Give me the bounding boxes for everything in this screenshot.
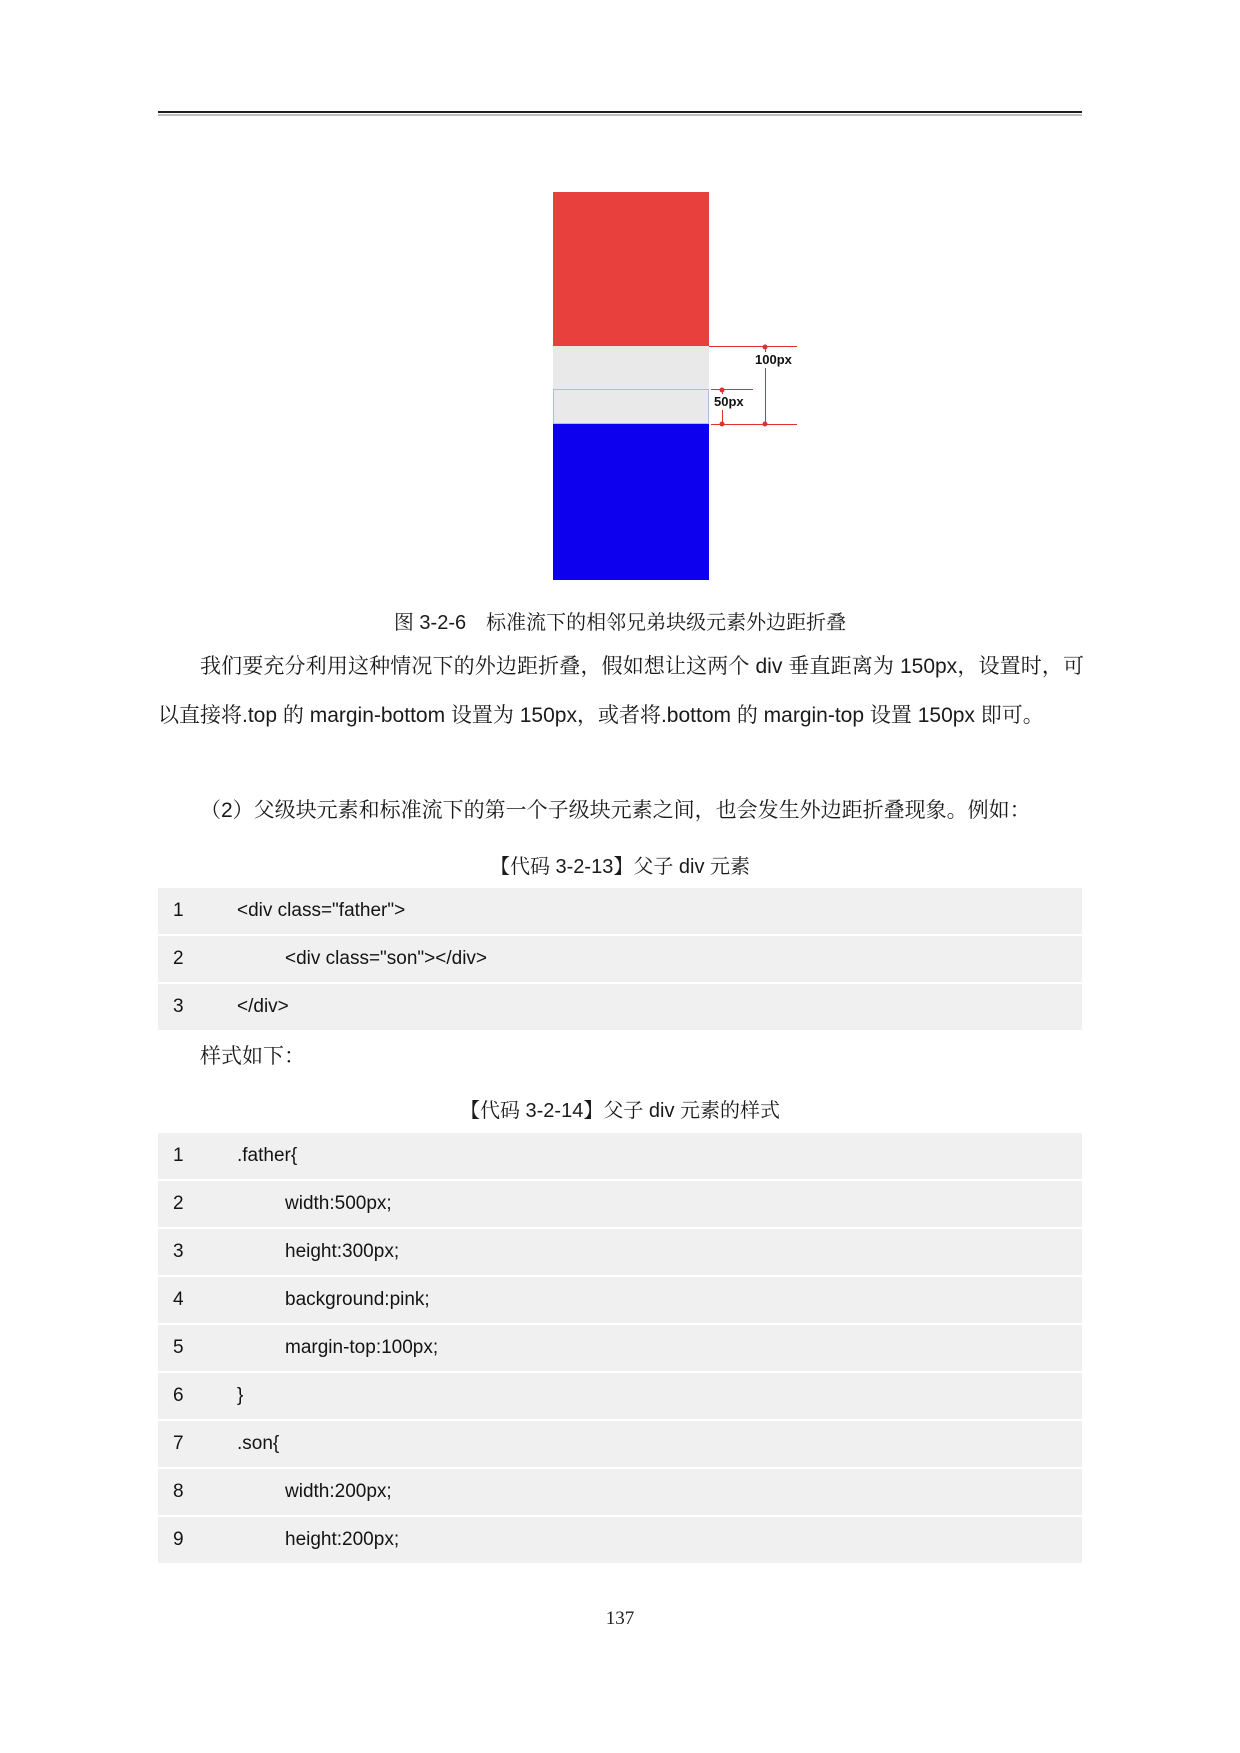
paragraph-styles-intro: 样式如下： (200, 1045, 305, 1068)
line-number: 2 (173, 1193, 184, 1214)
line-number: 1 (173, 1145, 184, 1166)
margin-collapse-figure (553, 192, 813, 582)
code-line (158, 1133, 1082, 1179)
page-number: 137 (605, 1608, 635, 1629)
bottom-div-block (553, 424, 709, 580)
code-text: </div> (237, 996, 289, 1017)
line-number: 7 (173, 1433, 184, 1454)
code-line (158, 1181, 1082, 1227)
code-line (158, 1517, 1082, 1563)
code-line (158, 1421, 1082, 1467)
code-text: height:300px; (285, 1241, 400, 1262)
line-number: 2 (173, 948, 184, 969)
code-line (158, 888, 1082, 934)
outer-margin-label: 100px (752, 352, 795, 368)
code-line (158, 1229, 1082, 1275)
code-text: height:200px; (285, 1529, 400, 1550)
figure-caption: 图 3-2-6 标准流下的相邻兄弟块级元素外边距折叠 (393, 612, 847, 634)
code-text: } (237, 1385, 244, 1406)
bottom-div-margin-outline (553, 389, 709, 424)
header-rule (158, 111, 1082, 114)
line-number: 6 (173, 1385, 184, 1406)
code-text: .father{ (237, 1145, 298, 1166)
code-line (158, 984, 1082, 1030)
line-number: 3 (173, 996, 184, 1017)
code-text: <div class="son"></div> (285, 948, 488, 969)
code-listing-3-2-13 (158, 888, 1082, 1032)
line-number: 3 (173, 1241, 184, 1262)
top-div-block (553, 192, 709, 346)
dimension-line-top (709, 346, 797, 347)
code-line (158, 1373, 1082, 1419)
code-line (158, 1469, 1082, 1515)
code-listing-3-2-14 (158, 1133, 1082, 1565)
line-number: 8 (173, 1481, 184, 1502)
line-number: 9 (173, 1529, 184, 1550)
code-text: width:200px; (285, 1481, 392, 1502)
code-listing-title-3-2-13: 【代码 3-2-13】父子 div 元素 (489, 856, 751, 878)
line-number: 5 (173, 1337, 184, 1358)
code-listing-title-3-2-14: 【代码 3-2-14】父子 div 元素的样式 (459, 1100, 781, 1122)
code-line (158, 1325, 1082, 1371)
code-text: .son{ (237, 1433, 280, 1454)
dimension-arrow-dot (720, 388, 725, 393)
dimension-arrow-dot (763, 345, 768, 350)
code-text: background:pink; (285, 1289, 430, 1310)
paragraph-margin-collapse-usage: 我们要充分利用这种情况下的外边距折叠，假如想让这两个 div 垂直距离为 150px，设置时，可以直接将.top 的 margin-bottom 设置为 150px，或者将.bottom 的 margin-top 设置 150px 即可。 (158, 655, 1084, 727)
line-number: 4 (173, 1289, 184, 1310)
dimension-arrow-dot (720, 422, 725, 427)
code-text: margin-top:100px; (285, 1337, 439, 1358)
code-line (158, 936, 1082, 982)
line-number: 1 (173, 900, 184, 921)
inner-margin-label: 50px (711, 394, 747, 410)
dimension-arrow-dot (763, 422, 768, 427)
code-line (158, 1277, 1082, 1323)
code-text: <div class="father"> (237, 900, 406, 921)
collapsed-margin-area (553, 346, 709, 424)
code-text: width:500px; (285, 1193, 392, 1214)
paragraph-parent-child-collapse: （2）父级块元素和标准流下的第一个子级块元素之间，也会发生外边距折叠现象。例如： (200, 799, 1031, 822)
dimension-line-middle (711, 389, 753, 390)
